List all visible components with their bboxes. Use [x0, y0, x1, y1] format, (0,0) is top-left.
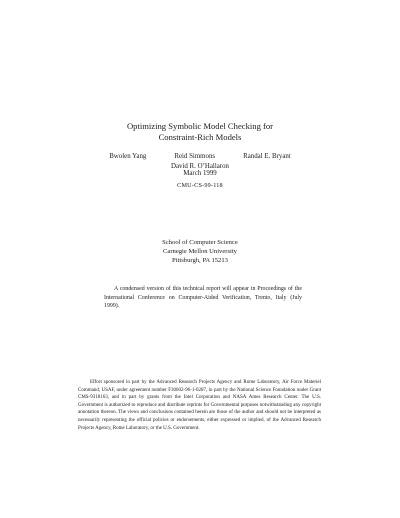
report-date: March 1999	[183, 170, 217, 177]
author-name: Bwolen Yang	[109, 153, 147, 160]
report-title	[0, 121, 400, 143]
title-line-1: Optimizing Symbolic Model Checking for	[126, 121, 274, 131]
funding-acknowledgement-text: Effort sponsored in part by the Advanced Research Projects Agency and Rome Laboratory, Air Force Materiel Command, USAF, under agreement number F30602-96-1-0287, in part by the National Science Foundation under Grant CMS-9318163, and in part by grants from the Intel Corporation and NASA Ames Research Center. The U.S. Government is authorized to reproduce and distribute reprints for Governmental purposes notwithstanding any copyright annotation thereon. The views and conclusions contained herein are those of the author and should not be interpreted as necessarily representing the official policies or endorsements, either expressed or implied, of the Advanced Research Projects Agency, Rome Laboratory, or the U.S. Government.	[78, 380, 321, 431]
report-number: CMU-CS-99-118	[177, 182, 223, 189]
title-line-2: Constraint-Rich Models	[158, 132, 242, 142]
institution-address	[0, 238, 400, 266]
author-name: Randal E. Bryant	[243, 153, 291, 160]
author-name: Reid Simmons	[174, 153, 216, 160]
address-line: Carnegie Mellon University	[163, 248, 237, 256]
author-list	[0, 152, 400, 172]
address-line: Pittsburgh, PA 15213	[172, 257, 228, 265]
publication-note-text: A condensed version of this technical report will appear in Proceedings of the International Conference on Computer-Aided Verification, Trento, Italy (July 1999).	[104, 286, 302, 310]
publication-note	[104, 285, 302, 311]
address-line: School of Computer Science	[162, 239, 238, 246]
author-name: David R. O’Hallaron	[171, 163, 229, 170]
funding-acknowledgement	[78, 379, 321, 432]
